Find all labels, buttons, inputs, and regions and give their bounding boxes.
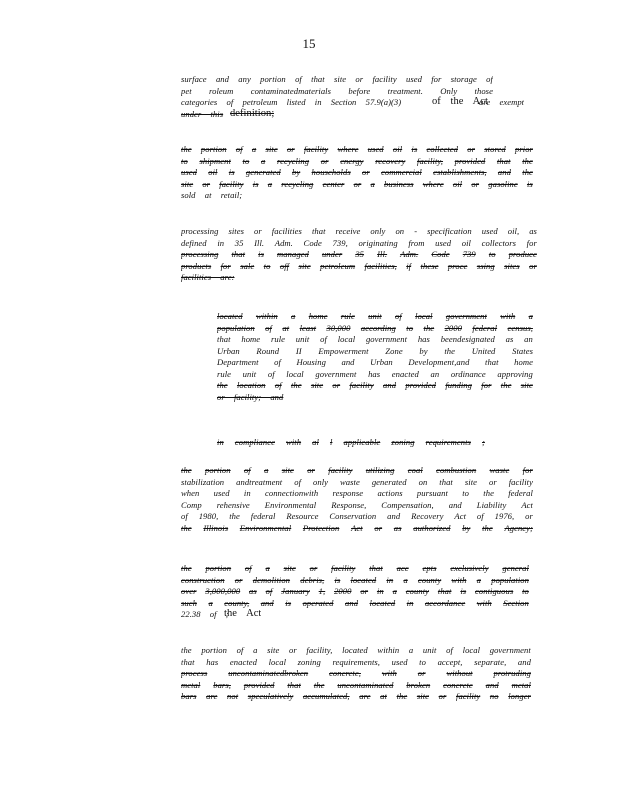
text-line: pet roleum contaminatedmaterials before treatment. Only those — [181, 85, 493, 96]
text-line: Comp rehensive Environmental Response, Compensation, and Liability Act — [181, 499, 533, 510]
text-line: processing that is managed under 35 Ill. Adm. Code 739 to produce — [181, 249, 537, 259]
text-line: the portion of a site or facility utilizing coal combustion waste for — [181, 465, 533, 475]
text-line: rule unit of local government has enacted an ordinance approving — [217, 368, 533, 379]
inline-text: definition; — [230, 107, 275, 119]
text-line: in compliance with al l applicable zoning requirements ; — [217, 437, 485, 447]
text-line: Department of Housing and Urban Development,and that home — [217, 357, 533, 367]
text-line: the Illinois Environmental Protection Act or as authorized by the Agency; — [181, 522, 533, 533]
text-line: surface and any portion of that site or facility used for storage of — [181, 74, 493, 84]
text-line: that home rule unit of local government has beendesignated as an — [217, 334, 533, 344]
text-line: bars are not speculatively accumulated, are at the site or facility no longer — [181, 691, 531, 701]
text-line: that has enacted local zoning requirements, used to accept, separate, and — [181, 656, 531, 667]
text-line: of 1980, the federal Resource Conservation and Recovery Act of 1976, or — [181, 511, 533, 521]
text-line: sold at retail; — [181, 190, 243, 200]
inline-text: the Act — [224, 608, 262, 619]
text-line: the location of the site or facility and provided funding for the site — [217, 380, 533, 390]
text-line: categories of petroleum listed in Section 57.9(a)(3) — [181, 97, 402, 107]
text-line: defined in 35 Ill. Adm. Code 739, originating from used oil collectors for — [181, 237, 537, 248]
text-line: the portion of a site or facility, located within a unit of local government — [181, 645, 531, 655]
inline-text: are exempt — [479, 97, 525, 107]
text-line: under this — [181, 108, 224, 119]
page-number: 15 — [302, 36, 316, 51]
text-line: population of at least 30,000 according to the 2000 federal census, — [217, 322, 533, 333]
text-line: the portion of a site or facility where used oil is collected or stored prior — [181, 144, 533, 154]
text-line: processing sites or facilities that receive only on - specification used oil, as — [181, 226, 537, 236]
text-line: process uncontaminatedbroken concrete, with or without protruding — [181, 668, 531, 678]
text-line: or facility; and — [217, 391, 284, 402]
inline-text: of the Act — [432, 96, 488, 107]
text-line: facilities are: — [181, 272, 235, 282]
text-line: metal bars, provided that the uncontaminated broken concrete and metal — [181, 679, 531, 690]
text-line: construction or demolition debris, is located in a county with a population — [181, 574, 529, 585]
text-line: the portion of a site or facility that acc epts exclusively general — [181, 563, 529, 573]
text-line: to shipment to a recycling or energy recovery facility, provided that the — [181, 155, 533, 166]
text-line: products for sale to off site petroleum facilities, if these proce ssing sites or — [181, 260, 537, 271]
text-line: located within a home rule unit of local government with a — [217, 311, 533, 321]
text-line: stabilization andtreatment of only waste generated on that site or facility — [181, 476, 533, 487]
text-line: site or facility is a recycling center or a business where oil or gasoline is — [181, 178, 533, 189]
text-line: used oil is generated by households or commercial establishments, and the — [181, 167, 533, 177]
text-line: such a county, and is operated and located in accordance with Section — [181, 597, 529, 608]
text-line: when used in connectionwith response actions pursuant to the federal — [181, 488, 533, 498]
text-line: over 3,000,000 as of January 1, 2000 or in a county that is contiguous to — [181, 586, 529, 596]
text-line: 22.38 of ; — [181, 609, 229, 619]
text-line: Urban Round II Empowerment Zone by the United States — [217, 345, 533, 356]
